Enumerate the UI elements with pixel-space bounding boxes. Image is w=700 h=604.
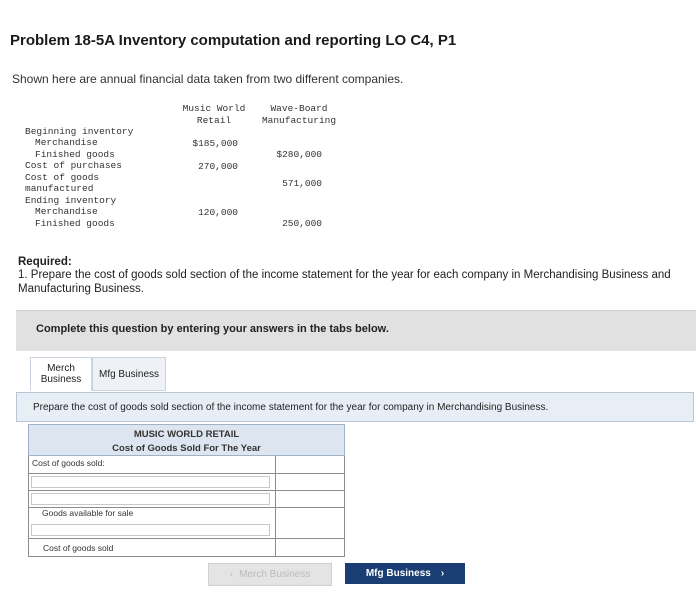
tab-merch-business[interactable]: Merch Business xyxy=(30,357,92,391)
page-title: Problem 18-5A Inventory computation and reporting LO C4, P1 xyxy=(10,32,457,49)
value-wave-fg-begin: $280,000 xyxy=(276,149,322,160)
instruction-bar xyxy=(16,392,694,422)
prev-tab-button[interactable]: ‹ Merch Business xyxy=(208,563,332,586)
row-label: manufactured xyxy=(25,183,94,194)
chevron-right-icon: › xyxy=(440,568,445,579)
statement-subtitle: Cost of Goods Sold For The Year xyxy=(112,443,261,454)
instructions-banner xyxy=(16,310,696,351)
row-label: Finished goods xyxy=(35,218,115,229)
row-label: Cost of goods xyxy=(25,172,100,183)
value-wave-fg-end: 250,000 xyxy=(282,218,322,229)
col-header-wave-board: Wave-Board Manufacturing xyxy=(261,103,337,126)
row-cogs-heading: Cost of goods sold: xyxy=(28,456,345,474)
row-label: Merchandise xyxy=(35,206,98,217)
table-row xyxy=(28,522,345,539)
statement-company: MUSIC WORLD RETAIL xyxy=(133,429,240,440)
statement-header xyxy=(28,424,345,456)
row-label: Finished goods xyxy=(35,149,115,160)
row-goods-available: Goods available for sale xyxy=(42,508,134,518)
row-label: Cost of purchases xyxy=(25,160,122,171)
required-heading: Required: xyxy=(18,256,72,268)
chevron-left-icon: ‹ xyxy=(229,569,234,580)
intro-text: Shown here are annual financial data taken from two different companies. xyxy=(12,72,404,86)
amount-input[interactable] xyxy=(275,539,346,556)
row-cost-of-goods-sold: Cost of goods sold xyxy=(28,539,345,557)
table-row xyxy=(28,474,345,491)
value-music-purchases: 270,000 xyxy=(198,161,238,172)
tab-mfg-business[interactable]: Mfg Business xyxy=(92,357,166,391)
required-text: 1. Prepare the cost of goods sold section of the income statement for the year for each company in Merchandising Business and Manufacturing Business. xyxy=(18,269,671,295)
banner-text: Complete this question by entering your answers in the tabs below. xyxy=(36,323,389,335)
row-label: Beginning inventory xyxy=(25,126,134,137)
tab-bar xyxy=(16,357,696,391)
value-music-merch-begin: $185,000 xyxy=(192,138,238,149)
row-label: Merchandise xyxy=(35,137,98,148)
next-tab-button[interactable]: Mfg Business › xyxy=(345,563,465,584)
col-header-music-world: Music World Retail xyxy=(182,103,246,126)
value-music-merch-end: 120,000 xyxy=(198,207,238,218)
line-item-label-input[interactable] xyxy=(31,476,270,488)
line-item-label-input[interactable] xyxy=(31,524,270,536)
amount-input[interactable] xyxy=(275,474,346,490)
amount-input[interactable] xyxy=(275,522,346,538)
row-label: Ending inventory xyxy=(25,195,117,206)
instruction-text: Prepare the cost of goods sold section of the income statement for the year for company in Merchandising Business. xyxy=(33,402,549,413)
value-wave-cogm: 571,000 xyxy=(282,178,322,189)
